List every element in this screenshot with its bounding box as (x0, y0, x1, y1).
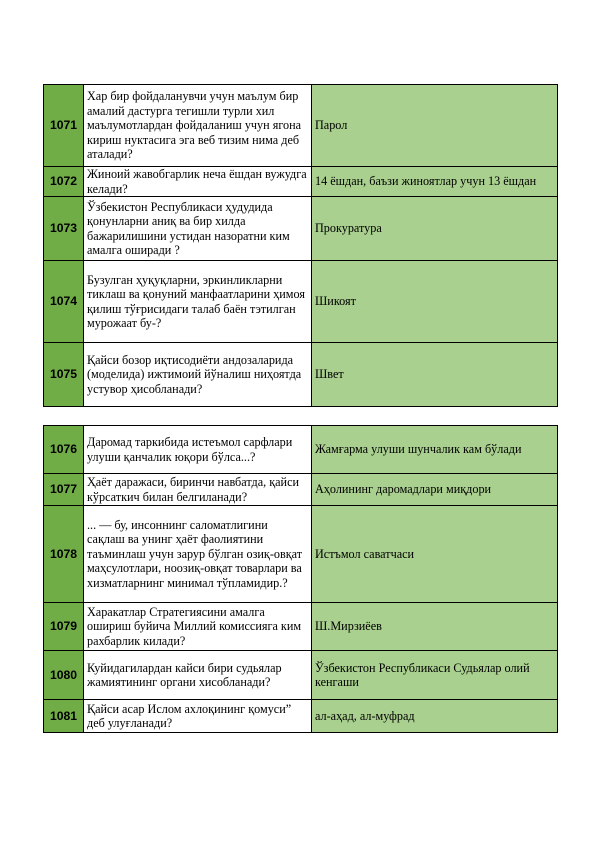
row-number: 1072 (44, 167, 84, 197)
table-row (44, 651, 558, 700)
answer-cell: Шикоят (312, 261, 558, 343)
row-number: 1081 (44, 700, 84, 733)
row-number: 1079 (44, 603, 84, 651)
table-row (44, 167, 558, 197)
row-number: 1074 (44, 261, 84, 343)
question-cell: Ўзбекистон Республикаси ҳудудида қонунларни аниқ ва бир хилда бажарилишини устидан назоратни ким амалга оширади ? (84, 197, 312, 261)
row-number: 1071 (44, 85, 84, 167)
question-cell: Ҳаёт даражаси, биринчи навбатда, қайси кўрсаткич билан белгиланади? (84, 474, 312, 506)
answer-cell: Жамғарма улуши шунчалик кам бўлади (312, 426, 558, 474)
answer-cell: ал-аҳад, ал-муфрад (312, 700, 558, 733)
answer-cell: Парол (312, 85, 558, 167)
answer-cell: Истъмол саватчаси (312, 506, 558, 603)
table-row (44, 700, 558, 733)
row-number: 1073 (44, 197, 84, 261)
question-cell: Жиноий жавобгарлик неча ёшдан вужудга келади? (84, 167, 312, 197)
row-number: 1077 (44, 474, 84, 506)
question-cell: Қайси асар Ислом ахлоқининг қомуси” деб улуғланади? (84, 700, 312, 733)
answer-cell: Ш.Мирзиёев (312, 603, 558, 651)
answer-cell: Прокуратура (312, 197, 558, 261)
questions-table-2 (43, 425, 558, 733)
answer-cell: Аҳолининг даромадлари миқдори (312, 474, 558, 506)
table-row (44, 506, 558, 603)
row-number: 1080 (44, 651, 84, 700)
table-row (44, 343, 558, 407)
question-cell: Хар бир фойдаланувчи учун маълум бир амалий дастурга тегишли турли хил маълумотлардан фойдаланиш учун ягона кириш нуктасига эга веб тизим нима деб аталади? (84, 85, 312, 167)
questions-table-1 (43, 84, 558, 407)
question-cell: Бузулган ҳуқуқларни, эркинликларни тиклаш ва қонуний манфаатларини ҳимоя қилиш тўғрисидаги талаб баён тэтилган мурожаат бу-? (84, 261, 312, 343)
answer-cell: Ўзбекистон Республикаси Судьялар олий кенгаши (312, 651, 558, 700)
question-cell: Куйидагилардан кайси бири судьялар жамиятининг органи хисобланади? (84, 651, 312, 700)
question-cell: Даромад таркибида истеъмол сарфлари улуши қанчалик юқори бўлса...? (84, 426, 312, 474)
row-number: 1075 (44, 343, 84, 407)
answer-cell: Швет (312, 343, 558, 407)
row-number: 1076 (44, 426, 84, 474)
table-row (44, 261, 558, 343)
table-row (44, 197, 558, 261)
answer-cell: 14 ёшдан, баъзи жиноятлар учун 13 ёшдан (312, 167, 558, 197)
table-row (44, 85, 558, 167)
question-cell: Қайси бозор иқтисодиёти андозаларида (моделида) ижтимоий йўналиш ниҳоятда устувор ҳисобланади? (84, 343, 312, 407)
question-cell: ... — бу, инсоннинг саломатлигини сақлаш ва унинг ҳаёт фаолиятини таъминлаш учун зарур бўлган озиқ-овқат маҳсулотлари, ноозиқ-овқат товарлари ва хизматларнинг минимал тўпламидир.? (84, 506, 312, 603)
table-row (44, 603, 558, 651)
row-number: 1078 (44, 506, 84, 603)
question-cell: Харакатлар Стратегиясини амалга ошириш буйича Миллий комиссияга ким рахбарлик килади? (84, 603, 312, 651)
table-row (44, 474, 558, 506)
table-row (44, 426, 558, 474)
